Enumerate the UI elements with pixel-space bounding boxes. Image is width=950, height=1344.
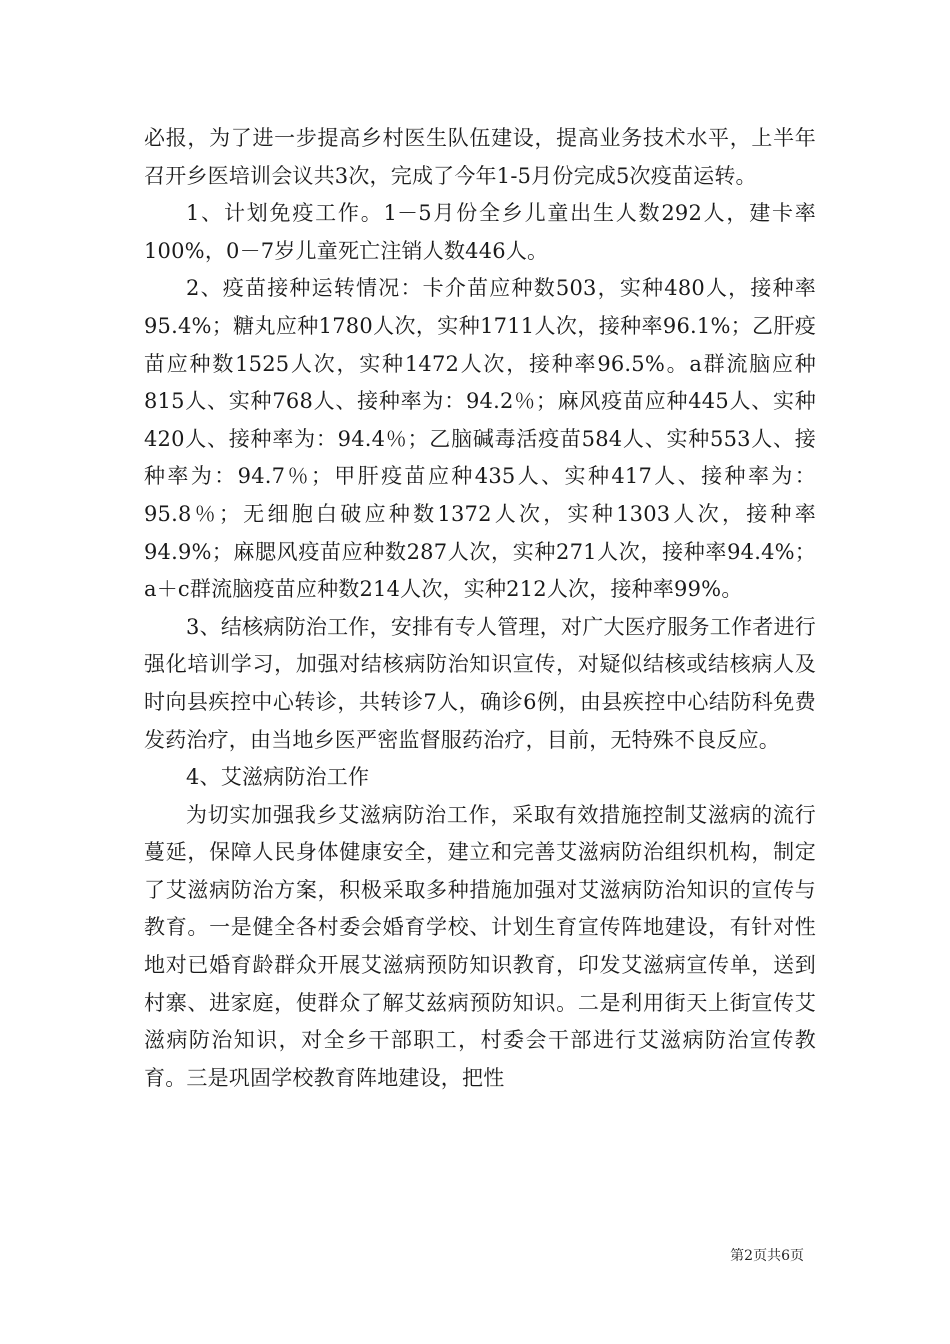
paragraph-aids-prevention: 为切实加强我乡艾滋病防治工作，采取有效措施控制艾滋病的流行蔓延，保障人民身体健康安全，建立和完善艾滋病防治组织机构，制定了艾滋病防治方案，积极采取多种措施加强对艾滋病防治知识的宣传与教育。一是健全各村委会婚育学校、计划生育宣传阵地建设，有针对性地对已婚育龄群众开展艾滋病预防知识教育，印发艾滋病宣传单，送到村寨、进家庭，使群众了解艾兹病预防知识。二是利用街天上街宣传艾滋病防治知识，对全乡干部职工，村委会干部进行艾滋病防治宣传教育。三是巩固学校教育阵地建设，把性 [144,802,816,1090]
document-body [144,120,816,1097]
paragraph-tuberculosis: 3、结核病防治工作，安排有专人管理，对广大医疗服务工作者进行强化培训学习，加强对结核病防治知识宣传，对疑似结核或结核病人及时向县疾控中心转诊，共转诊7人，确诊6例，由县疾控中心结防科免费发药治疗，由当地乡医严密监督服药治疗，目前，无特殊不良反应。 [144,614,816,752]
paragraph-aids-heading: 4、艾滋病防治工作 [186,765,370,790]
paragraph-vaccine-operation: 2、疫苗接种运转情况：卡介苗应种数503，实种480人，接种率95.4%；糖丸应种1780人次，实种1711人次，接种率96.1%；乙肝疫苗应种数1525人次，实种1472人次，接种率96.5%。a群流脑应种815人、实种768人、接种率为：94.2％；麻风疫苗应种445人、实种420人、接种率为：94.4％；乙脑碱毒活疫苗584人、实种553人、接种率为：94.7％；甲肝疫苗应种435人、实种417人、接种率为：95.8％；无细胞白破应种数1372人次，实种1303人次，接种率94.9%；麻腮风疫苗应种数287人次，实种271人次，接种率94.4%；a＋c群流脑疫苗应种数214人次，实种212人次，接种率99%。 [144,276,816,602]
paragraph-immunization-plan: 1、计划免疫工作。1－5月份全乡儿童出生人数292人，建卡率100%，0－7岁儿童死亡注销人数446人。 [144,201,816,263]
paragraph-continuation: 必报，为了进一步提高乡村医生队伍建设，提高业务技术水平，上半年召开乡医培训会议共3次，完成了今年1-5月份完成5次疫苗运转。 [144,126,816,188]
page-number-footer: 第2页共6页 [730,1248,804,1264]
